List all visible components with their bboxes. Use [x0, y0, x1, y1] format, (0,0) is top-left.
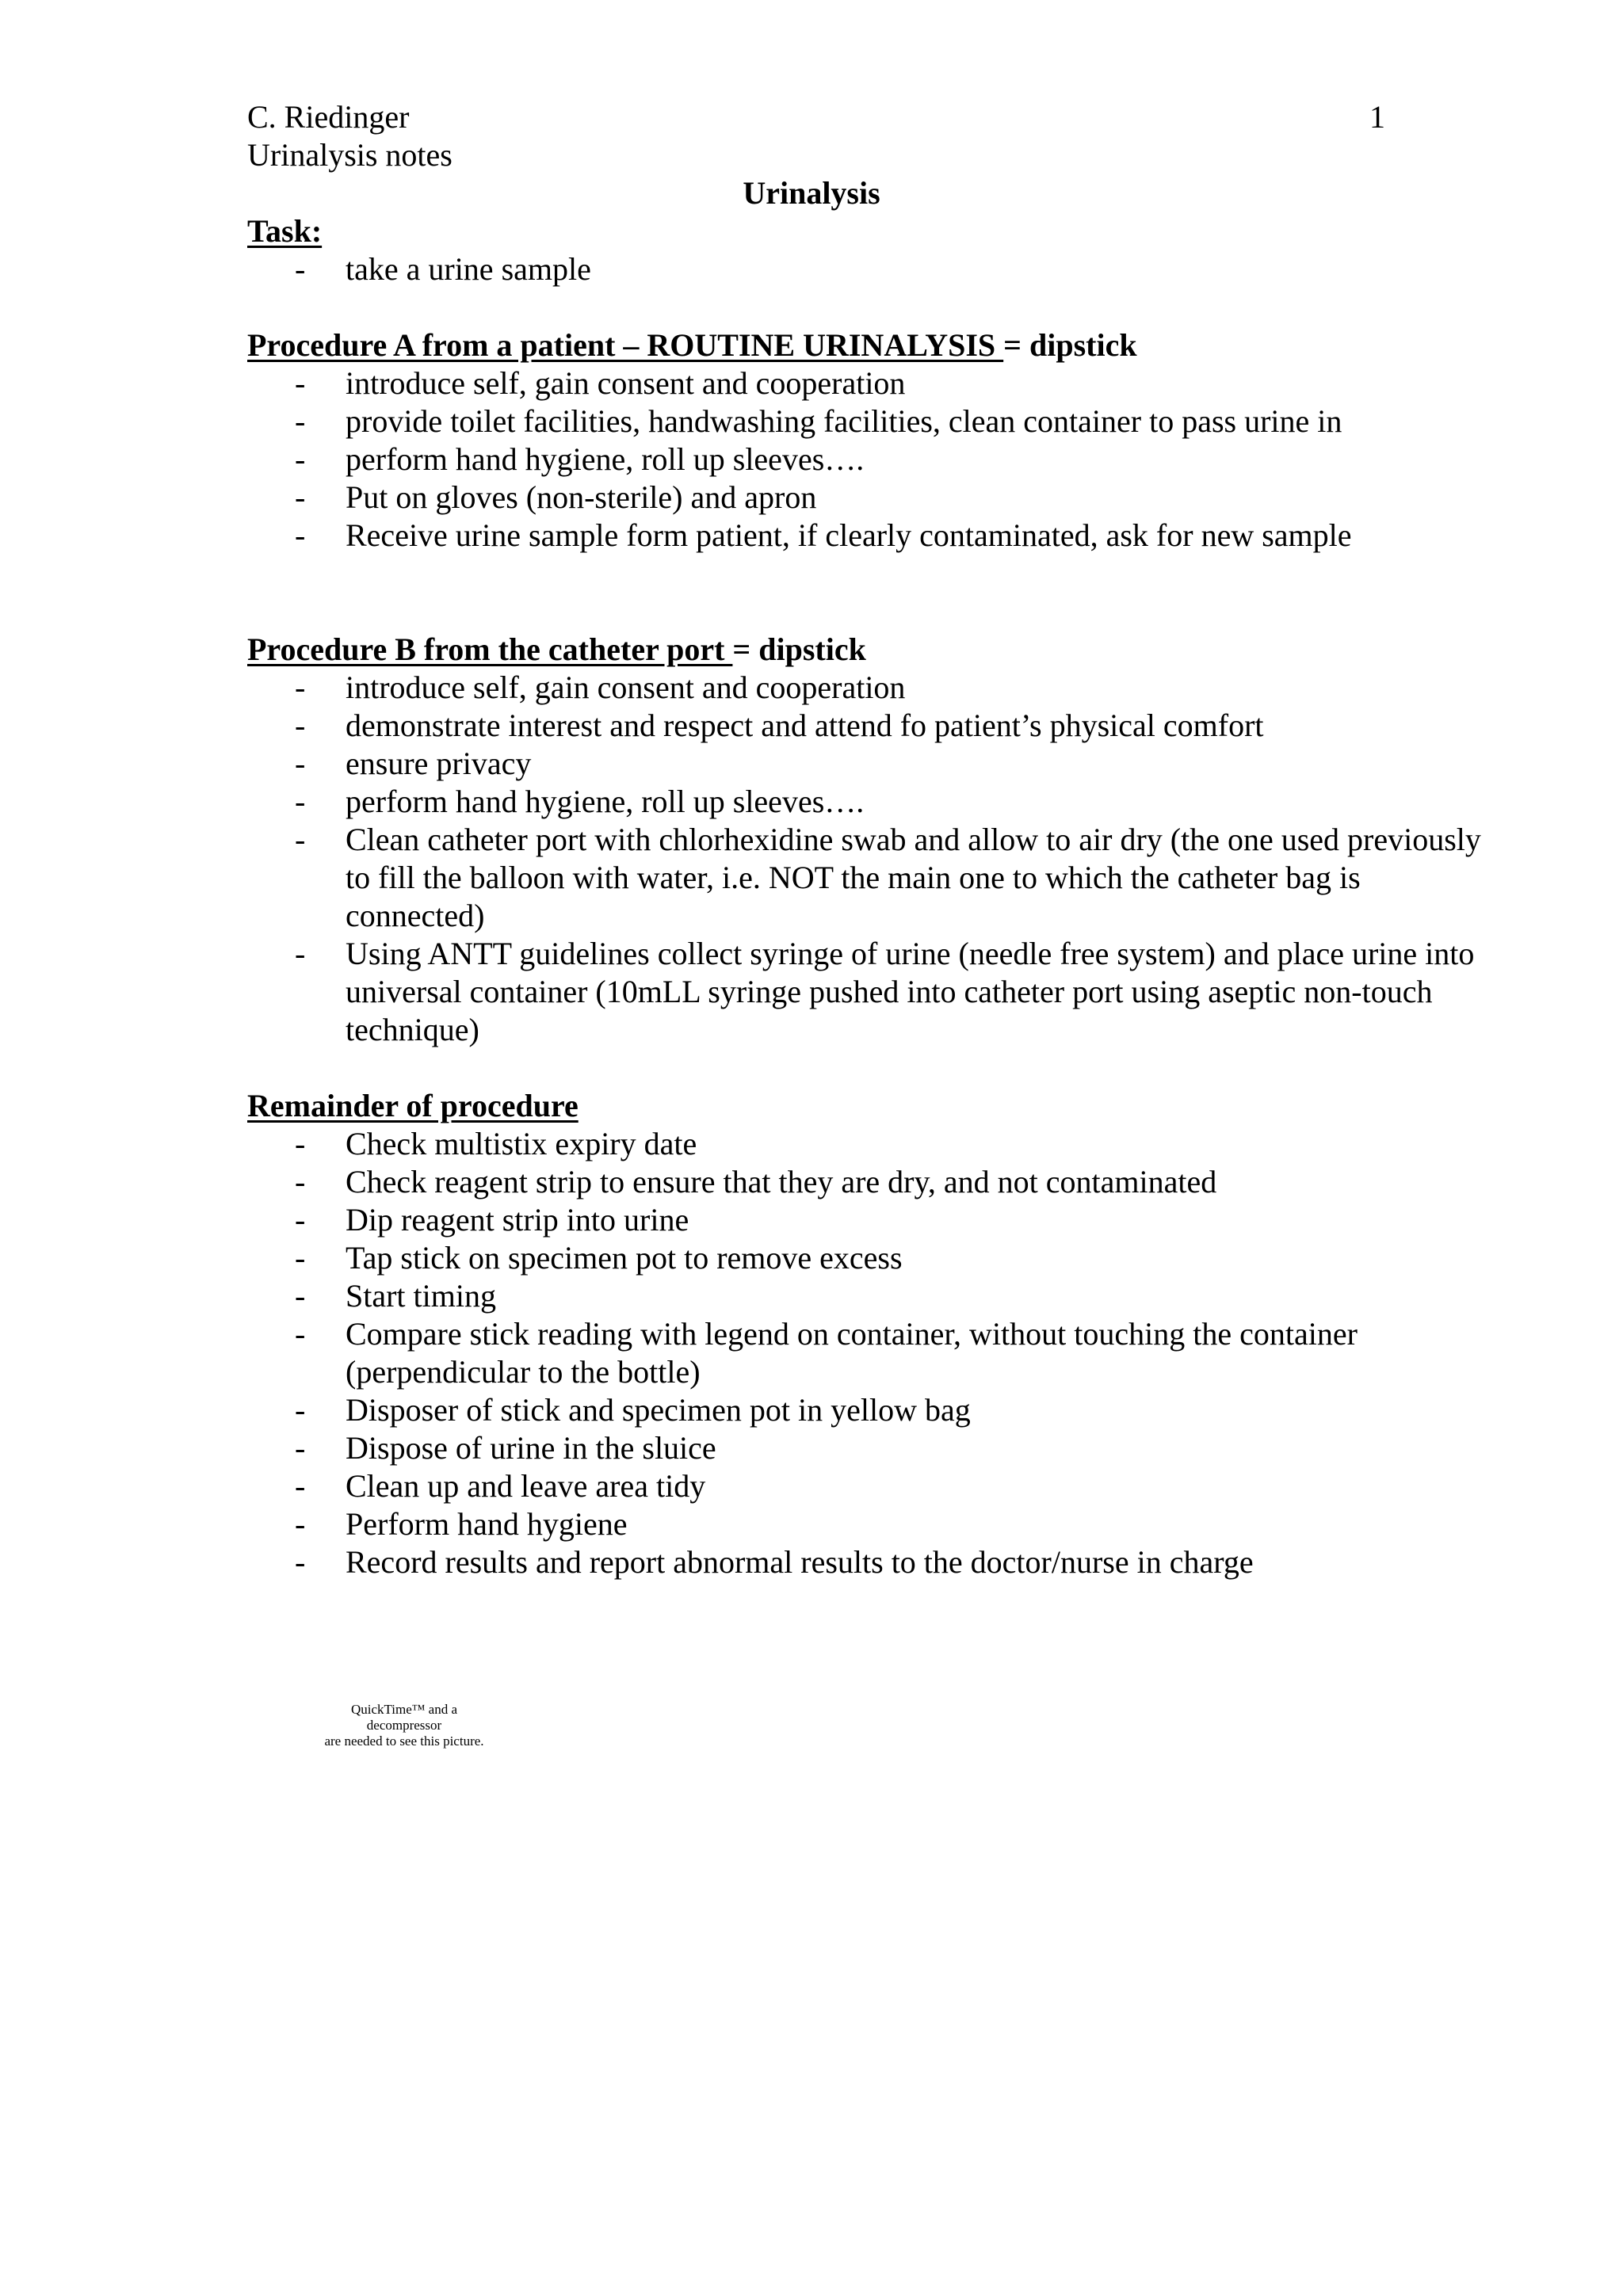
procedure-a-heading-rest: = dipstick	[1003, 327, 1137, 363]
list-item	[247, 1201, 1487, 1239]
list-item-text: Perform hand hygiene	[346, 1506, 628, 1542]
list-item	[247, 1429, 1487, 1467]
list-item-text: provide toilet facilities, handwashing facilities, clean container to pass urine in	[346, 403, 1342, 439]
bullet-dash: -	[295, 1126, 306, 1161]
list-item-text: Receive urine sample form patient, if clearly contaminated, ask for new sample	[346, 517, 1352, 553]
placeholder-line-1: QuickTime™ and a	[350, 1702, 458, 1717]
bullet-dash: -	[295, 1544, 306, 1580]
placeholder-line-2: decompressor	[366, 1718, 442, 1733]
list-item	[247, 1277, 1487, 1315]
list-item	[247, 935, 1487, 1049]
list-item-text: Clean up and leave area tidy	[346, 1468, 706, 1504]
list-item	[247, 1543, 1487, 1581]
list-item-text: take a urine sample	[346, 251, 591, 287]
author-name: C. Riedinger	[247, 99, 410, 135]
list-item	[247, 250, 1487, 288]
bullet-dash: -	[295, 936, 306, 971]
list-item	[247, 821, 1487, 935]
page-number: 1	[1369, 99, 1385, 135]
bullet-dash: -	[295, 441, 306, 477]
list-item-text: Compare stick reading with legend on container, without touching the container (perpendicular to the bottle)	[346, 1316, 1358, 1390]
bullet-dash: -	[295, 517, 306, 553]
list-item-text: Dip reagent strip into urine	[346, 1202, 689, 1238]
list-item-text: Check reagent strip to ensure that they are dry, and not contaminated	[346, 1164, 1217, 1199]
list-item	[247, 745, 1487, 783]
bullet-dash: -	[295, 1202, 306, 1238]
procedure-a-heading-underlined: Procedure A from a patient – ROUTINE URINALYSIS	[247, 327, 1004, 363]
bullet-dash: -	[295, 1316, 306, 1352]
list-item	[247, 1163, 1487, 1201]
list-item-text: Check multistix expiry date	[346, 1126, 697, 1161]
list-item-text: introduce self, gain consent and cooperation	[346, 669, 906, 705]
remainder-list	[247, 1125, 1487, 1581]
bullet-dash: -	[295, 1278, 306, 1314]
list-item	[247, 707, 1487, 745]
list-item	[247, 783, 1487, 821]
task-heading-text: Task:	[247, 213, 323, 249]
bullet-dash: -	[295, 784, 306, 819]
list-item-text: Dispose of urine in the sluice	[346, 1430, 716, 1466]
bullet-dash: -	[295, 1164, 306, 1199]
list-item-text: Record results and report abnormal results to the doctor/nurse in charge	[346, 1544, 1254, 1580]
procedure-b-heading	[247, 631, 866, 669]
bullet-dash: -	[295, 822, 306, 857]
list-item-text: perform hand hygiene, roll up sleeves….	[346, 784, 865, 819]
list-item	[247, 669, 1487, 707]
procedure-a-list	[247, 364, 1487, 555]
list-item	[247, 517, 1487, 555]
list-item-text: demonstrate interest and respect and attend fo patient’s physical comfort	[346, 707, 1264, 743]
missing-image-placeholder	[301, 1702, 507, 1749]
bullet-dash: -	[295, 1506, 306, 1542]
remainder-heading-text: Remainder of procedure	[247, 1088, 579, 1123]
bullet-dash: -	[295, 365, 306, 401]
list-item	[247, 1391, 1487, 1429]
list-item-text: Using ANTT guidelines collect syringe of urine (needle free system) and place urine into universal container (10mLL syringe pushed into catheter port using aseptic non-touch technique)	[346, 936, 1475, 1047]
document-title: Urinalysis	[743, 175, 880, 211]
procedure-b-list	[247, 669, 1487, 1049]
list-item-text: introduce self, gain consent and cooperation	[346, 365, 906, 401]
bullet-dash: -	[295, 707, 306, 743]
list-item-text: ensure privacy	[346, 746, 532, 781]
list-item	[247, 441, 1487, 479]
bullet-dash: -	[295, 1392, 306, 1428]
list-item	[247, 1239, 1487, 1277]
bullet-dash: -	[295, 403, 306, 439]
task-heading	[247, 212, 322, 250]
list-item-text: Start timing	[346, 1278, 496, 1314]
procedure-b-heading-rest: = dipstick	[732, 631, 866, 667]
list-item	[247, 402, 1487, 441]
procedure-b-heading-underlined: Procedure B from the catheter port	[247, 631, 733, 667]
bullet-dash: -	[295, 1240, 306, 1276]
bullet-dash: -	[295, 479, 306, 515]
list-item-text: perform hand hygiene, roll up sleeves….	[346, 441, 865, 477]
bullet-dash: -	[295, 1468, 306, 1504]
list-item-text: Tap stick on specimen pot to remove excess	[346, 1240, 903, 1276]
bullet-dash: -	[295, 669, 306, 705]
list-item	[247, 1315, 1487, 1391]
bullet-dash: -	[295, 746, 306, 781]
remainder-heading	[247, 1087, 579, 1125]
list-item	[247, 1125, 1487, 1163]
list-item	[247, 364, 1487, 402]
list-item	[247, 1467, 1487, 1505]
task-list	[247, 250, 1487, 288]
list-item-text: Put on gloves (non-sterile) and apron	[346, 479, 817, 515]
bullet-dash: -	[295, 1430, 306, 1466]
list-item-text: Clean catheter port with chlorhexidine swab and allow to air dry (the one used previously to fill the balloon with water, i.e. NOT the main one to which the catheter bag is connected)	[346, 822, 1481, 933]
list-item	[247, 1505, 1487, 1543]
placeholder-line-3: are needed to see this picture.	[324, 1733, 484, 1749]
document-subtitle: Urinalysis notes	[247, 137, 453, 173]
list-item-text: Disposer of stick and specimen pot in yellow bag	[346, 1392, 971, 1428]
procedure-a-heading	[247, 326, 1137, 364]
bullet-dash: -	[295, 251, 306, 287]
list-item	[247, 479, 1487, 517]
